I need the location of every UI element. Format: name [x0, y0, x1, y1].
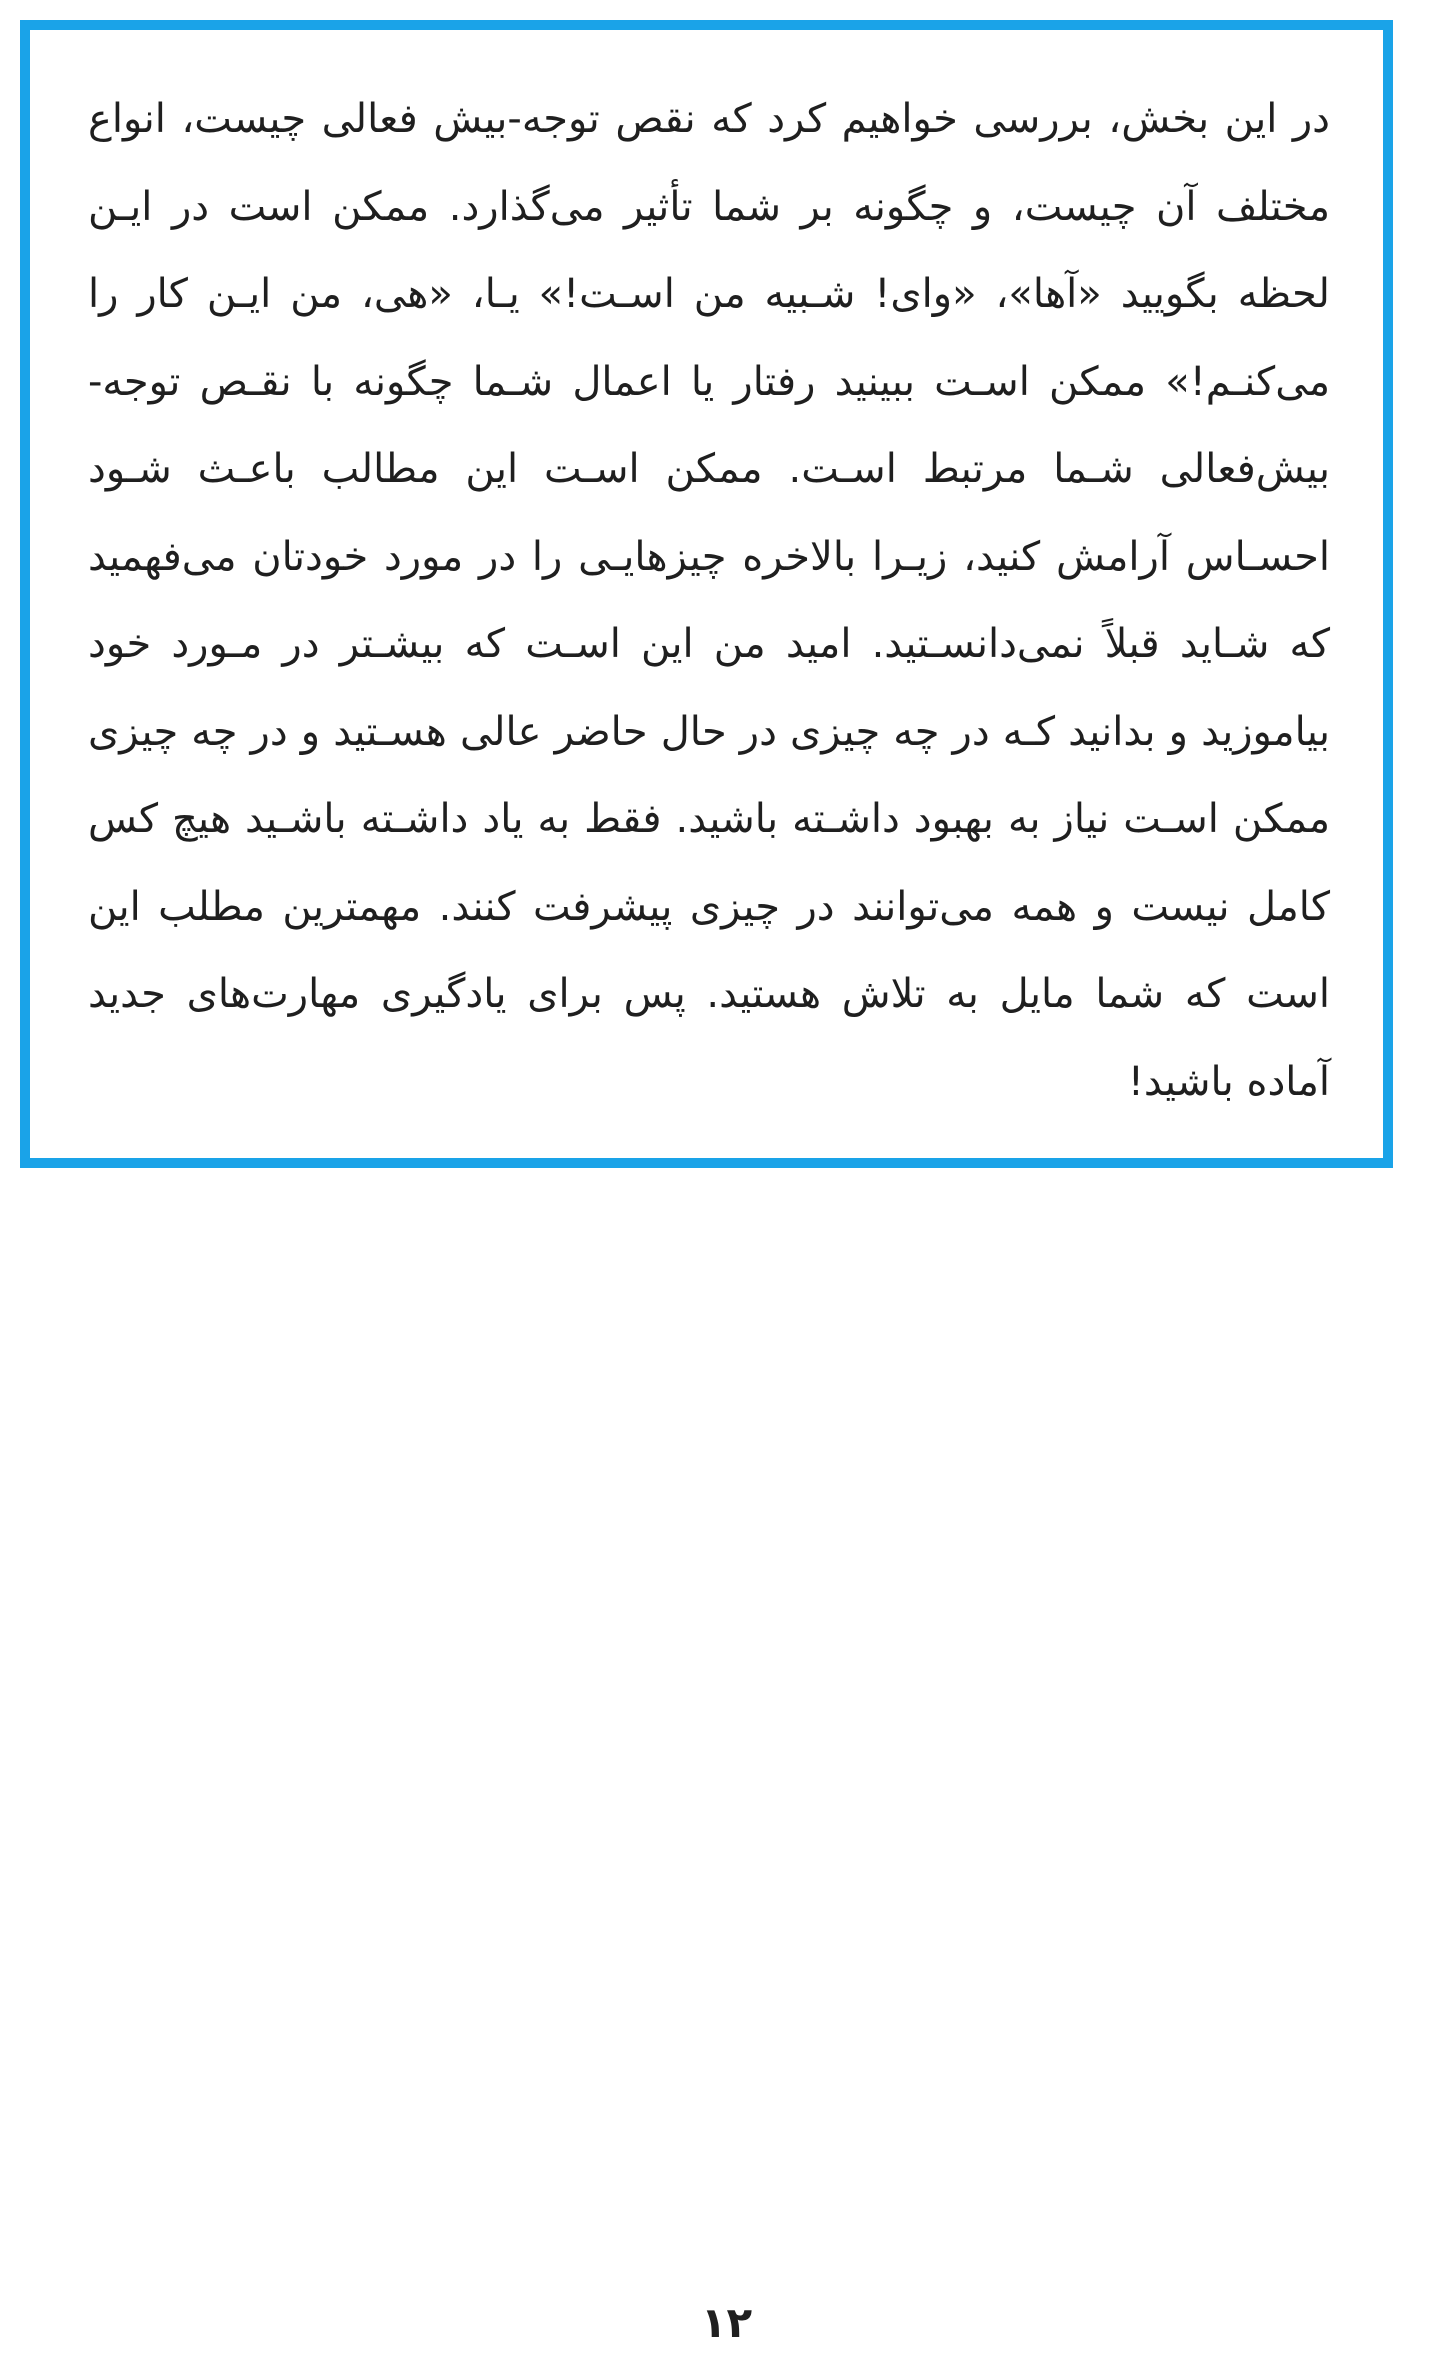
text-box: [20, 20, 1393, 1168]
body-paragraph: در این بخش، بررسی خواهیم کرد که نقص توجه-بیش فعالی چیست، انواع مختلف آن چیست، و چگونه بر شما تأثیر می‌گذارد. ممکن است در ایـن لحظه بگویید «آها»، «وای! شـبیه من اسـت!» یـا، «هی، من ایـن کار را می‌کنـم!» ممکن اسـت ببینید رفتار یا اعمال شـما چگونه با نقـص توجه-بیش‌فعالی شـما مرتبط اسـت. ممکن اسـت این مطالب باعـث شـود احسـاس آرامش کنید، زیـرا بالاخره چیزهایـی را در مورد خودتان می‌فهمید که شـاید قبلاً نمی‌دانسـتید. امید من این اسـت که بیشـتر در مـورد خود بیاموزید و بدانید کـه در چه چیزی در حال حاضر عالی هسـتید و در چه چیزی ممکن اسـت نیاز به بهبود داشـته باشید. فقط به یاد داشـته باشـید هیچ کس کامل نیست و همه می‌توانند در چیزی پیشرفت کنند. مهمترین مطلب این است که شما مایل به تلاش هستید. پس برای یادگیری مهارت‌های جدید آماده باشید!: [88, 96, 1330, 1105]
page-number: ۱۲: [700, 2298, 753, 2347]
